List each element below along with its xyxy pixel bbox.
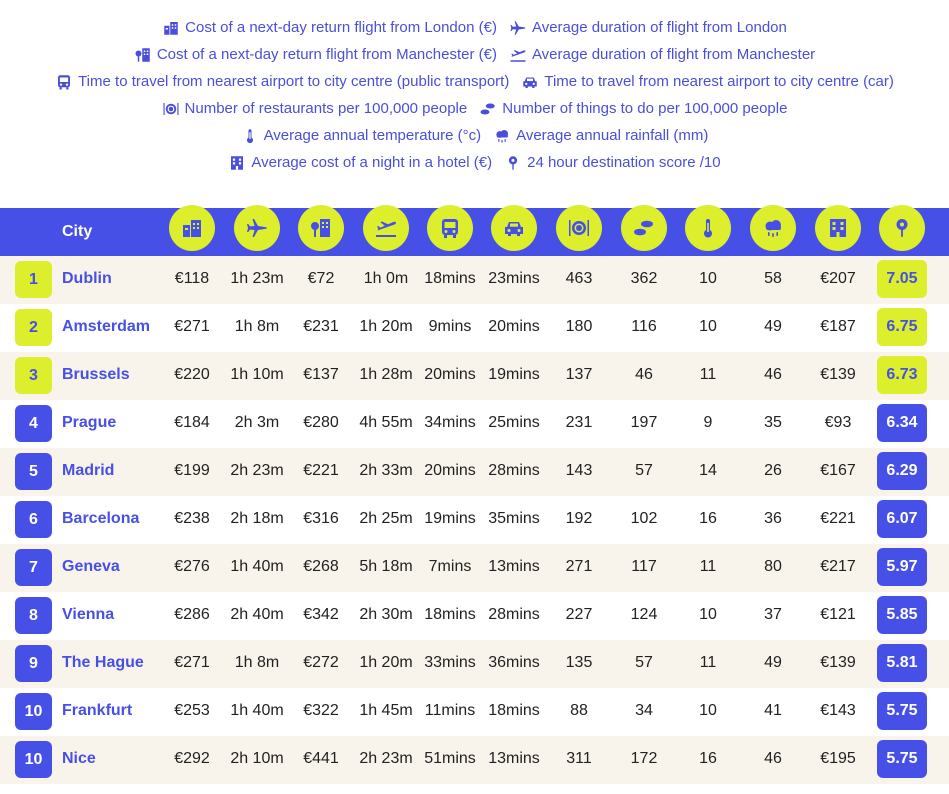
table-row xyxy=(0,256,949,304)
plate-cutlery-icon xyxy=(162,100,180,118)
table-cell: 11 xyxy=(699,654,717,671)
table-cell: €316 xyxy=(303,510,339,527)
table-cell: 18mins xyxy=(424,270,476,287)
table-row xyxy=(0,544,949,592)
table-cell: 46 xyxy=(635,366,653,383)
table-cell: 1h 28m xyxy=(359,366,413,383)
city-name: Frankfurt xyxy=(62,702,133,719)
city-name: Dublin xyxy=(62,270,112,287)
table-cell: 10 xyxy=(699,318,717,335)
table-cell: 2h 40m xyxy=(230,606,284,623)
table-cell: 19mins xyxy=(488,366,540,383)
table-cell: 16 xyxy=(699,750,717,767)
legend-item xyxy=(509,46,815,64)
table-cell: 1h 8m xyxy=(234,654,280,671)
legend-item xyxy=(521,73,894,91)
table-row xyxy=(0,400,949,448)
legend-label: Average cost of a night in a hotel (€) xyxy=(251,154,493,171)
legend-line xyxy=(0,41,949,68)
table-cell: €231 xyxy=(303,318,339,335)
table-cell: 135 xyxy=(565,654,593,671)
table-cell: 1h 0m xyxy=(363,270,409,287)
bus-icon xyxy=(427,205,473,251)
legend-line xyxy=(0,68,949,95)
thermometer-icon xyxy=(241,127,259,145)
ranking-table xyxy=(0,256,949,784)
table-cell: 11mins xyxy=(424,702,476,719)
destination-score-badge: 6.29 xyxy=(877,452,927,490)
table-cell: 11 xyxy=(699,366,717,383)
table-cell: 10 xyxy=(699,606,717,623)
table-cell: €220 xyxy=(174,366,210,383)
table-cell: €137 xyxy=(303,366,339,383)
table-cell: €276 xyxy=(174,558,210,575)
city-name: Vienna xyxy=(62,606,115,623)
table-cell: €121 xyxy=(820,606,856,623)
table-cell: 1h 20m xyxy=(359,654,413,671)
destination-score-badge: 5.85 xyxy=(877,596,927,634)
table-cell: €184 xyxy=(174,414,210,431)
rank-badge: 2 xyxy=(15,309,52,346)
table-cell: 10 xyxy=(699,702,717,719)
table-cell: 1h 45m xyxy=(359,702,413,719)
legend-label: Cost of a next-day return flight from Manchester (€) xyxy=(156,46,497,63)
table-cell: 172 xyxy=(630,750,658,767)
table-cell: 1h 20m xyxy=(359,318,413,335)
table-cell: 49 xyxy=(764,654,782,671)
legend-label: 24 hour destination score /10 xyxy=(527,154,721,171)
plate-cutlery-icon xyxy=(556,205,602,251)
table-row xyxy=(0,304,949,352)
table-cell: €238 xyxy=(174,510,210,527)
rank-badge: 10 xyxy=(15,741,52,778)
table-cell: €441 xyxy=(303,750,339,767)
rain-cloud-icon xyxy=(493,127,511,145)
table-cell: €268 xyxy=(303,558,339,575)
city-name: Prague xyxy=(62,414,117,431)
rank-badge: 6 xyxy=(15,501,52,538)
table-cell: €322 xyxy=(303,702,339,719)
rank-badge: 4 xyxy=(15,405,52,442)
table-row xyxy=(0,352,949,400)
table-cell: 116 xyxy=(631,318,657,335)
city-column-header: City xyxy=(62,223,93,240)
table-cell: 2h 3m xyxy=(234,414,280,431)
legend xyxy=(0,14,949,176)
legend-item xyxy=(162,19,497,37)
legend-label: Average annual rainfall (mm) xyxy=(516,127,709,144)
legend-line xyxy=(0,95,949,122)
map-pin-icon xyxy=(504,154,522,172)
rank-badge: 3 xyxy=(15,357,52,394)
legend-label: Number of restaurants per 100,000 people xyxy=(184,100,468,117)
destination-score-badge: 7.05 xyxy=(877,260,927,298)
legend-item xyxy=(509,19,787,37)
table-row xyxy=(0,448,949,496)
legend-label: Time to travel from nearest airport to city centre (car) xyxy=(544,73,894,90)
table-row xyxy=(0,496,949,544)
table-cell: 271 xyxy=(565,558,593,575)
legend-label: Time to travel from nearest airport to city centre (public transport) xyxy=(78,73,510,90)
table-cell: 20mins xyxy=(488,318,540,335)
table-cell: 34 xyxy=(635,702,653,719)
table-cell: 10 xyxy=(699,270,717,287)
table-cell: 13mins xyxy=(488,750,540,767)
table-cell: 35mins xyxy=(488,510,540,527)
table-cell: €199 xyxy=(174,462,210,479)
table-cell: 25mins xyxy=(488,414,540,431)
rank-badge: 9 xyxy=(15,645,52,682)
bus-icon xyxy=(55,73,73,91)
table-cell: 2h 25m xyxy=(359,510,413,527)
table-cell: 1h 8m xyxy=(234,318,280,335)
table-cell: 49 xyxy=(764,318,782,335)
legend-item xyxy=(162,100,468,118)
table-cell: 1h 23m xyxy=(230,270,284,287)
table-cell: €195 xyxy=(820,750,856,767)
city-name: Barcelona xyxy=(62,510,140,527)
table-cell: 2h 18m xyxy=(230,510,284,527)
city-trees-icon xyxy=(134,46,152,64)
legend-label: Average annual temperature (°c) xyxy=(263,127,482,144)
airplane-icon xyxy=(509,19,527,37)
legend-label: Average duration of flight from London xyxy=(531,19,787,36)
table-row xyxy=(0,736,949,784)
table-cell: 5h 18m xyxy=(359,558,413,575)
destination-score-badge: 6.34 xyxy=(877,404,927,442)
legend-item xyxy=(228,154,492,172)
rain-cloud-icon xyxy=(750,205,796,251)
table-cell: 2h 10m xyxy=(230,750,284,767)
table-cell: €207 xyxy=(820,270,856,287)
table-cell: 35 xyxy=(764,414,782,431)
table-cell: €139 xyxy=(820,366,856,383)
table-cell: 117 xyxy=(631,558,657,575)
table-cell: 46 xyxy=(764,366,782,383)
table-cell: €271 xyxy=(174,654,210,671)
table-cell: 20mins xyxy=(424,462,476,479)
table-cell: 311 xyxy=(566,750,592,767)
table-cell: 137 xyxy=(565,366,593,383)
table-cell: 26 xyxy=(764,462,782,479)
table-cell: €139 xyxy=(820,654,856,671)
legend-label: Number of things to do per 100,000 people xyxy=(502,100,788,117)
table-cell: 46 xyxy=(764,750,782,767)
table-cell: 28mins xyxy=(488,606,540,623)
table-cell: 362 xyxy=(630,270,658,287)
table-cell: €187 xyxy=(820,318,856,335)
city-buildings-icon xyxy=(169,205,215,251)
table-cell: €221 xyxy=(303,462,339,479)
table-cell: €286 xyxy=(174,606,210,623)
table-cell: 13mins xyxy=(488,558,540,575)
table-cell: 18mins xyxy=(488,702,540,719)
table-cell: 2h 30m xyxy=(359,606,413,623)
table-cell: 36 xyxy=(764,510,782,527)
table-cell: €271 xyxy=(174,318,210,335)
table-row xyxy=(0,640,949,688)
table-cell: 197 xyxy=(630,414,658,431)
table-cell: 23mins xyxy=(488,270,540,287)
destination-score-badge: 5.81 xyxy=(877,644,927,682)
table-cell: 180 xyxy=(565,318,593,335)
table-cell: 2h 33m xyxy=(359,462,413,479)
table-cell: €143 xyxy=(820,702,856,719)
table-cell: 231 xyxy=(565,414,593,431)
city-buildings-icon xyxy=(162,19,180,37)
table-cell: 28mins xyxy=(488,462,540,479)
table-cell: 2h 23m xyxy=(230,462,284,479)
destination-score-badge: 6.07 xyxy=(877,500,927,538)
rank-badge: 8 xyxy=(15,597,52,634)
destination-score-badge: 5.97 xyxy=(877,548,927,586)
thermometer-icon xyxy=(685,205,731,251)
car-icon xyxy=(521,73,539,91)
table-cell: €217 xyxy=(820,558,856,575)
table-cell: 80 xyxy=(764,558,782,575)
table-cell: 9mins xyxy=(428,318,472,335)
table-cell: 37 xyxy=(764,606,782,623)
table-cell: 1h 10m xyxy=(230,366,284,383)
plane-takeoff-icon xyxy=(363,205,409,251)
rank-badge: 10 xyxy=(15,693,52,730)
rank-badge: 5 xyxy=(15,453,52,490)
table-cell: €272 xyxy=(303,654,339,671)
legend-item xyxy=(241,127,482,145)
destination-score-badge: 6.73 xyxy=(877,356,927,394)
legend-line xyxy=(0,149,949,176)
table-cell: €221 xyxy=(820,510,856,527)
table-cell: €93 xyxy=(824,414,852,431)
legend-item xyxy=(134,46,497,64)
table-cell: 14 xyxy=(699,462,717,479)
table-header xyxy=(0,208,949,256)
footprints-icon xyxy=(479,100,497,118)
table-cell: 102 xyxy=(630,510,658,527)
legend-label: Cost of a next-day return flight from London (€) xyxy=(185,19,497,36)
city-name: Nice xyxy=(62,750,96,767)
table-cell: 1h 40m xyxy=(230,558,284,575)
hotel-icon xyxy=(228,154,246,172)
table-cell: 124 xyxy=(630,606,658,623)
table-cell: 16 xyxy=(699,510,717,527)
table-cell: 18mins xyxy=(424,606,476,623)
rank-badge: 7 xyxy=(15,549,52,586)
destination-score-badge: 6.75 xyxy=(877,308,927,346)
rank-badge: 1 xyxy=(15,261,52,298)
legend-item xyxy=(55,73,509,91)
table-cell: 11 xyxy=(699,558,717,575)
table-cell: 20mins xyxy=(424,366,476,383)
legend-line xyxy=(0,122,949,149)
table-cell: €118 xyxy=(174,270,210,287)
city-trees-icon xyxy=(298,205,344,251)
table-cell: 4h 55m xyxy=(359,414,413,431)
table-cell: €342 xyxy=(303,606,339,623)
city-name: Geneva xyxy=(62,558,120,575)
legend-item xyxy=(493,127,708,145)
table-cell: €72 xyxy=(307,270,335,287)
legend-line xyxy=(0,14,949,41)
table-row xyxy=(0,592,949,640)
destination-score-badge: 5.75 xyxy=(877,692,927,730)
table-cell: 192 xyxy=(565,510,593,527)
car-icon xyxy=(491,205,537,251)
footprints-icon xyxy=(621,205,667,251)
table-cell: 19mins xyxy=(424,510,476,527)
map-pin-icon xyxy=(879,205,925,251)
city-name: Madrid xyxy=(62,462,115,479)
plane-takeoff-icon xyxy=(509,46,527,64)
table-cell: 57 xyxy=(635,654,653,671)
table-cell: 1h 40m xyxy=(230,702,284,719)
table-cell: €280 xyxy=(303,414,339,431)
table-cell: 143 xyxy=(565,462,593,479)
hotel-icon xyxy=(815,205,861,251)
legend-item xyxy=(479,100,787,118)
table-cell: 58 xyxy=(764,270,782,287)
table-cell: 227 xyxy=(565,606,593,623)
table-cell: 57 xyxy=(635,462,653,479)
table-cell: 7mins xyxy=(428,558,472,575)
table-cell: 88 xyxy=(570,702,588,719)
city-name: Brussels xyxy=(62,366,130,383)
destination-score-badge: 5.75 xyxy=(877,740,927,778)
city-name: The Hague xyxy=(62,654,144,671)
table-cell: 463 xyxy=(565,270,593,287)
legend-item xyxy=(504,154,720,172)
table-cell: 34mins xyxy=(424,414,476,431)
table-cell: 36mins xyxy=(488,654,540,671)
table-row xyxy=(0,688,949,736)
table-cell: 9 xyxy=(703,414,713,431)
table-cell: €167 xyxy=(820,462,856,479)
table-cell: €253 xyxy=(174,702,210,719)
table-cell: €292 xyxy=(174,750,210,767)
table-cell: 41 xyxy=(764,702,782,719)
table-cell: 2h 23m xyxy=(359,750,413,767)
table-cell: 51mins xyxy=(424,750,476,767)
city-name: Amsterdam xyxy=(62,318,151,335)
airplane-icon xyxy=(234,205,280,251)
table-cell: 33mins xyxy=(424,654,476,671)
legend-label: Average duration of flight from Manchester xyxy=(531,46,816,63)
